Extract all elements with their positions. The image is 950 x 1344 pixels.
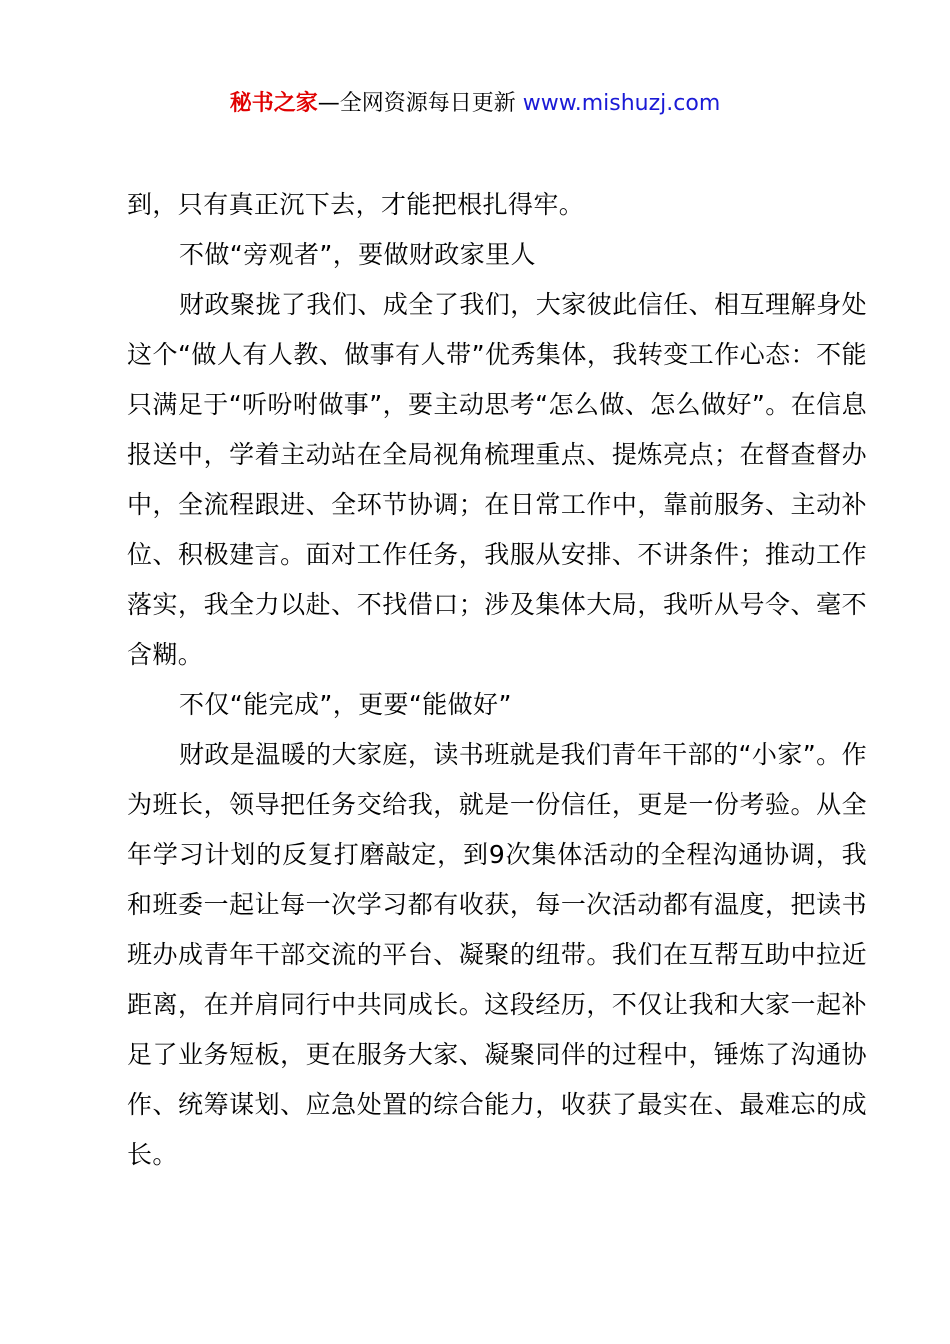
document-body	[127, 180, 867, 1180]
header-slogan: —全网资源每日更新	[317, 91, 516, 116]
paragraph-continuation: 到，只有真正沉下去，才能把根扎得牢。	[127, 190, 585, 219]
section-heading-1: 不做“旁观者”，要做财政家里人	[179, 240, 536, 269]
site-url-link[interactable]: www.mishuzj.com	[522, 91, 721, 116]
section-heading-2: 不仅“能完成”，更要“能做好”	[179, 690, 512, 719]
paragraph-body-1: 财政聚拢了我们、成全了我们，大家彼此信任、相互理解身处这个“做人有人教、做事有人带”优秀集体，我转变工作心态：不能只满足于“听吩咐做事”，要主动思考“怎么做、怎么做好”。在信息报送中，学着主动站在全局视角梳理重点、提炼亮点；在督查督办中，全流程跟进、全环节协调；在日常工作中，靠前服务、主动补位、积极建言。面对工作任务，我服从安排、不讲条件；推动工作落实，我全力以赴、不找借口；涉及集体大局，我听从号令、毫不含糊。	[127, 290, 867, 669]
paragraph-body-2: 财政是温暖的大家庭，读书班就是我们青年干部的“小家”。作为班长，领导把任务交给我，就是一份信任，更是一份考验。从全年学习计划的反复打磨敲定，到9次集体活动的全程沟通协调，我和班委一起让每一次学习都有收获，每一次活动都有温度，把读书班办成青年干部交流的平台、凝聚的纽带。我们在互帮互助中拉近距离，在并肩同行中共同成长。这段经历，不仅让我和大家一起补足了业务短板，更在服务大家、凝聚同伴的过程中，锤炼了沟通协作、统筹谋划、应急处置的综合能力，收获了最实在、最难忘的成长。	[127, 740, 867, 1169]
site-header	[0, 88, 950, 120]
brand-name: 秘书之家	[229, 91, 318, 116]
